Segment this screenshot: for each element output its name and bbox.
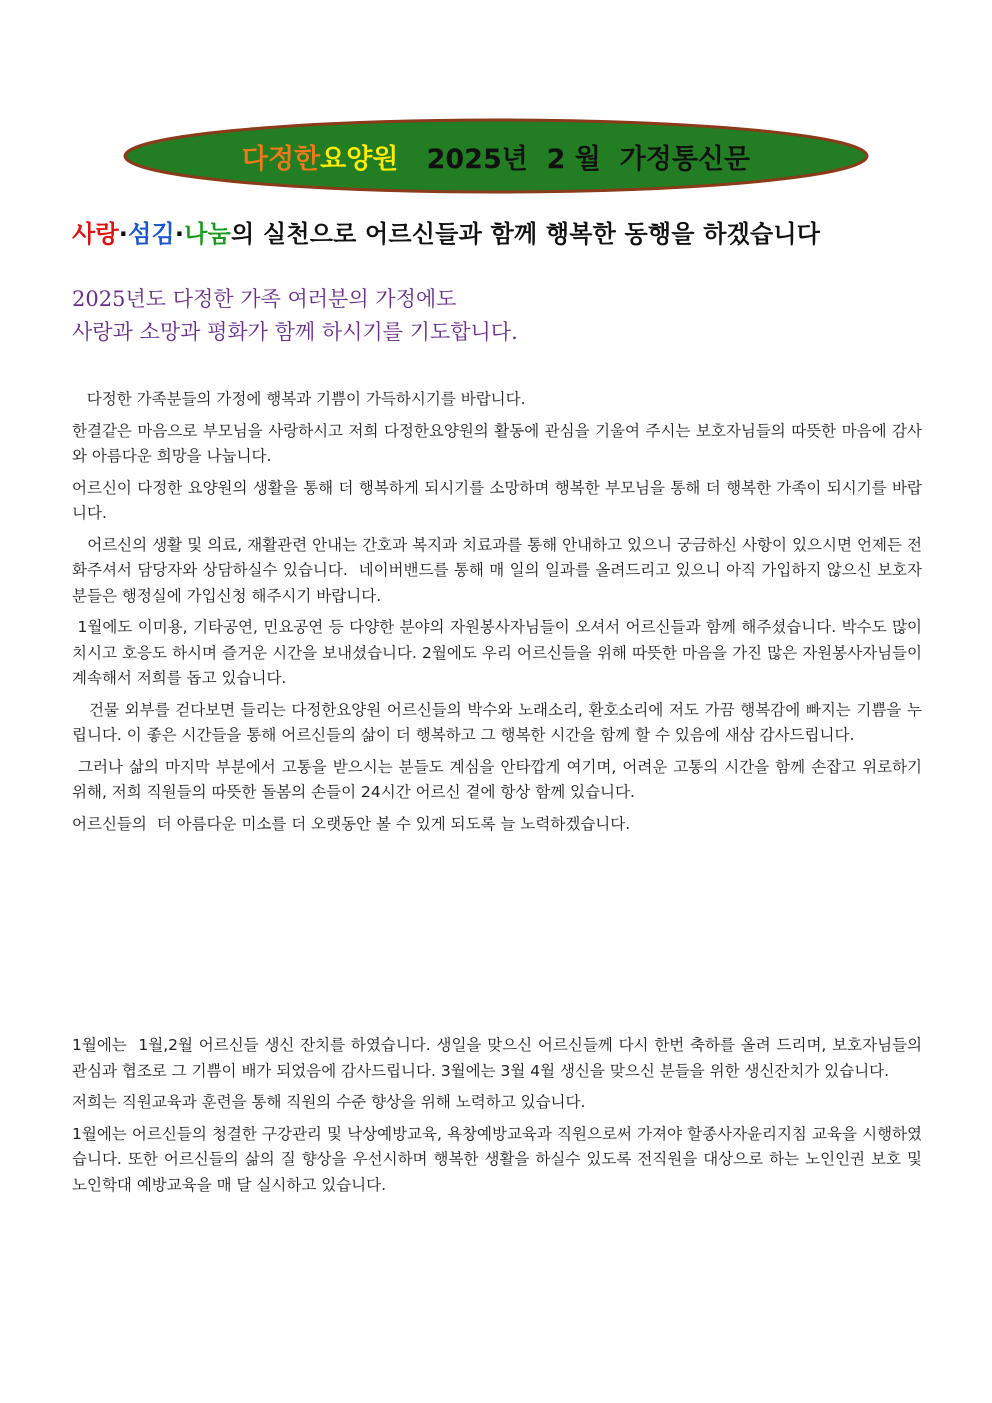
body-paragraph: 저희는 직원교육과 훈련을 통해 직원의 수준 향상을 위해 노력하고 있습니다.: [72, 1093, 586, 1111]
greeting-line: 2025년도 다정한 가족 여러분의 가정에도: [72, 287, 457, 311]
slogan-word-love: 사랑: [72, 220, 119, 248]
body-paragraph: 건물 외부를 걷다보면 들리는 다정한요양원 어르신들의 박수와 노래소리, 환호소리에 저도 가끔 행복감에 빠지는 기쁨을 누립니다. 이 좋은 시간들을 통해 어르신들의 삶이 더 행복하고 그 행복한 시간을 함께 할 수 있음에 새삼 감사드립니다.: [72, 700, 922, 744]
body-paragraph: 어르신의 생활 및 의료, 재활관련 안내는 간호과 복지과 치료과를 통해 안내하고 있으니 궁금하신 사항이 있으시면 언제든 전화주셔서 담당자와 상담하실수 있습니다. 네이버밴드를 통해 매 일의 일과를 올려드리고 있으니 아직 가입하지 않으신 보호자분들은 행정실에 가입신청 해주시기 바랍니다.: [72, 535, 923, 605]
facility-name-part1: 다정한: [241, 143, 321, 175]
slogan: [72, 214, 820, 249]
body-paragraph: 1월에도 이미용, 기타공연, 민요공연 등 다양한 분야의 자원봉사자님들이 오셔서 어르신들과 함께 해주셨습니다. 박수도 많이 치시고 호응도 하시며 즐거운 시간을 보내셨습니다. 2월에도 우리 어르신들을 위해 따뜻한 마음을 가진 많은 자원봉사자님들이 계속해서 저희를 돕고 있습니다.: [72, 618, 927, 687]
body-section-main: [72, 387, 927, 843]
body-section-events: [72, 1033, 927, 1204]
slogan-word-share: 나눔: [184, 220, 231, 248]
body-paragraph: 한결같은 마음으로 부모님을 사랑하시고 저희 다정한요양원의 활동에 관심을 기울여 주시는 보호자님들의 따뜻한 마음에 감사와 아름다운 희망을 나눕니다.: [72, 421, 922, 465]
slogan-separator: ·: [174, 220, 185, 248]
newsletter-date-title: 2025년 2 월 가정통신문: [398, 143, 751, 175]
body-paragraph: 그러나 삶의 마지막 부분에서 고통을 받으시는 분들도 계심을 안타깝게 여기며, 어려운 고통의 시간을 함께 손잡고 위로하기 위해, 저희 직원들의 따뜻한 돌봄의 손들이 24시간 어르신 곁에 항상 함께 있습니다.: [72, 757, 927, 801]
newsletter-header-banner: [122, 117, 870, 195]
body-paragraph: 1월에는 어르신들의 청결한 구강관리 및 낙상예방교육, 욕창예방교육과 직원으로써 가져야 할종사자윤리지침 교육을 시행하였습니다. 또한 어르신들의 삶의 질 향상을 우선시하며 행복한 생활을 하실수 있도록 전직원을 대상으로 하는 노인인권 보호 및 노인학대 예방교육을 매 달 실시하고 있습니다.: [72, 1124, 927, 1194]
facility-name-part2: 요양원: [320, 143, 399, 175]
body-paragraph: 어르신이 다정한 요양원의 생활을 통해 더 행복하게 되시기를 소망하며 행복한 부모님을 통해 더 행복한 가족이 되시기를 바랍니다.: [72, 478, 922, 522]
slogan-word-serve: 섬김: [128, 220, 175, 248]
slogan-rest: 의 실천으로 어르신들과 함께 행복한 동행을 하겠습니다: [231, 220, 821, 248]
body-paragraph: 1월에는 1월,2월 어르신들 생신 잔치를 하였습니다. 생일을 맞으신 어르신들께 다시 한번 축하를 올려 드리며, 보호자님들의 관심과 협조로 그 기쁨이 배가 되었음에 감사드립니다. 3월에는 3월 4월 생신을 맞으신 분들을 위한 생신잔치가 있습니다.: [72, 1036, 927, 1080]
greeting-line: 사랑과 소망과 평화가 함께 하시기를 기도합니다.: [72, 320, 518, 344]
slogan-separator: ·: [118, 220, 129, 248]
newsletter-title: [122, 117, 870, 195]
body-paragraph: 다정한 가족분들의 가정에 행복과 기쁨이 가득하시기를 바랍니다.: [72, 390, 526, 408]
body-paragraph: 어르신들의 더 아름다운 미소를 더 오랫동안 볼 수 있게 되도록 늘 노력하겠습니다.: [72, 814, 631, 833]
greeting-block: [72, 283, 518, 349]
